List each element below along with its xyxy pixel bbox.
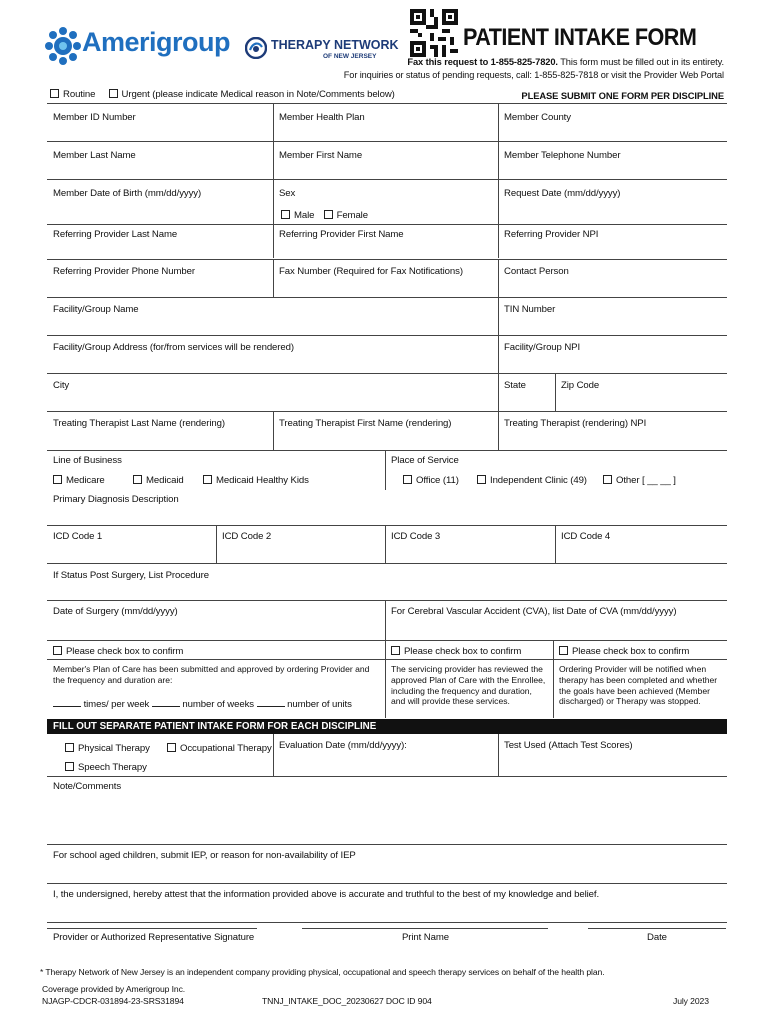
member-last-name-field[interactable]: Member Last Name bbox=[53, 150, 136, 161]
urgent-option[interactable]: Urgent (please indicate Medical reason in Note/Comments below) bbox=[109, 89, 395, 100]
cva-date-field[interactable]: For Cerebral Vascular Accident (CVA), list Date of CVA (mm/dd/yyyy) bbox=[391, 606, 677, 617]
signature-field[interactable]: Provider or Authorized Representative Signature bbox=[53, 932, 255, 943]
icd-code-2-field[interactable]: ICD Code 2 bbox=[222, 531, 272, 542]
surgery-procedure-field[interactable]: If Status Post Surgery, List Procedure bbox=[53, 570, 209, 581]
member-phone-field[interactable]: Member Telephone Number bbox=[504, 150, 621, 161]
medicaid-option[interactable]: Medicaid bbox=[133, 475, 184, 486]
medicaid-checkbox[interactable] bbox=[133, 475, 142, 484]
therapist-last-name-field[interactable]: Treating Therapist Last Name (rendering) bbox=[53, 418, 225, 429]
member-health-plan-field[interactable]: Member Health Plan bbox=[279, 112, 365, 123]
other-option[interactable]: Other [ __ __ ] bbox=[603, 475, 676, 486]
units-blank[interactable] bbox=[257, 698, 285, 707]
male-option[interactable]: Male bbox=[281, 210, 314, 221]
notification-text: Ordering Provider will be notified when therapy has been completed and whether the goals have been achieved (Member discharged) or Therapy was stopped. bbox=[559, 664, 718, 707]
medicare-option[interactable]: Medicare bbox=[53, 475, 105, 486]
times-per-week-blank[interactable] bbox=[53, 698, 81, 707]
confirm-notify-option[interactable]: Please check box to confirm bbox=[559, 646, 689, 657]
doc-id: TNNJ_INTAKE_DOC_20230627 DOC ID 904 bbox=[262, 996, 432, 1006]
confirm-notify-checkbox[interactable] bbox=[559, 646, 568, 655]
page-title: PATIENT INTAKE FORM bbox=[463, 24, 697, 51]
office-option[interactable]: Office (11) bbox=[403, 475, 459, 486]
submit-note: PLEASE SUBMIT ONE FORM PER DISCIPLINE bbox=[521, 90, 724, 101]
physical-therapy-option[interactable]: Physical Therapy bbox=[65, 743, 150, 754]
signature-date-field[interactable]: Date bbox=[647, 932, 667, 943]
line-of-business-label: Line of Business bbox=[53, 455, 122, 466]
frequency-line: times/ per week number of weeks number of units bbox=[53, 698, 352, 710]
facility-name-field[interactable]: Facility/Group Name bbox=[53, 304, 139, 315]
confirm-plan-option[interactable]: Please check box to confirm bbox=[53, 646, 183, 657]
coverage-text: Coverage provided by Amerigroup Inc. bbox=[42, 984, 186, 994]
male-checkbox[interactable] bbox=[281, 210, 290, 219]
contact-person-field[interactable]: Contact Person bbox=[504, 266, 569, 277]
icd-code-3-field[interactable]: ICD Code 3 bbox=[391, 531, 441, 542]
provider-review-text: The servicing provider has reviewed the approved Plan of Care with the Enrollee, including the frequency and duration, and will provide these services. bbox=[391, 664, 546, 707]
other-checkbox[interactable] bbox=[603, 475, 612, 484]
tnnj-name: THERAPY NETWORK bbox=[271, 38, 399, 52]
office-checkbox[interactable] bbox=[403, 475, 412, 484]
sex-options bbox=[281, 210, 368, 221]
icd-code-1-field[interactable]: ICD Code 1 bbox=[53, 531, 103, 542]
routine-option[interactable]: Routine bbox=[50, 89, 95, 100]
occupational-therapy-option[interactable]: Occupational Therapy bbox=[167, 743, 272, 754]
print-name-field[interactable]: Print Name bbox=[402, 932, 449, 943]
confirm-review-option[interactable]: Please check box to confirm bbox=[391, 646, 521, 657]
request-date-field[interactable]: Request Date (mm/dd/yyyy) bbox=[504, 188, 621, 199]
member-county-field[interactable]: Member County bbox=[504, 112, 571, 123]
therapist-first-name-field[interactable]: Treating Therapist First Name (rendering) bbox=[279, 418, 452, 429]
place-of-service-label: Place of Service bbox=[391, 455, 459, 466]
physical-therapy-checkbox[interactable] bbox=[65, 743, 74, 752]
form-code: NJAGP-CDCR-031894-23-SRS31894 bbox=[42, 996, 184, 1006]
primary-diagnosis-field[interactable]: Primary Diagnosis Description bbox=[53, 494, 179, 505]
independent-clinic-option[interactable]: Independent Clinic (49) bbox=[477, 475, 587, 486]
facility-address-field[interactable]: Facility/Group Address (for/from services will be rendered) bbox=[53, 342, 294, 353]
disclaimer-text: * Therapy Network of New Jersey is an independent company providing physical, occupational and speech therapy services on behalf of the health plan. bbox=[40, 967, 605, 977]
form-date: July 2023 bbox=[673, 996, 709, 1006]
speech-therapy-option[interactable]: Speech Therapy bbox=[65, 762, 147, 773]
referring-last-name-field[interactable]: Referring Provider Last Name bbox=[53, 229, 178, 240]
city-field[interactable]: City bbox=[53, 380, 70, 391]
medicare-checkbox[interactable] bbox=[53, 475, 62, 484]
sex-label: Sex bbox=[279, 188, 296, 199]
referring-phone-field[interactable]: Referring Provider Phone Number bbox=[53, 266, 195, 277]
surgery-date-field[interactable]: Date of Surgery (mm/dd/yyyy) bbox=[53, 606, 178, 617]
speech-therapy-checkbox[interactable] bbox=[65, 762, 74, 771]
member-id-field[interactable]: Member ID Number bbox=[53, 112, 136, 123]
icd-code-4-field[interactable]: ICD Code 4 bbox=[561, 531, 611, 542]
evaluation-date-field[interactable]: Evaluation Date (mm/dd/yyyy): bbox=[279, 740, 407, 751]
attestation-statement: I, the undersigned, hereby attest that the information provided above is accurate and truthful to the best of my knowledge and belief. bbox=[53, 889, 600, 900]
zip-field[interactable]: Zip Code bbox=[561, 380, 600, 391]
facility-npi-field[interactable]: Facility/Group NPI bbox=[504, 342, 581, 353]
member-dob-field[interactable]: Member Date of Birth (mm/dd/yyyy) bbox=[53, 188, 202, 199]
plan-of-care-text: Member's Plan of Care has been submitted and approved by ordering Provider and the frequency and duration are: bbox=[53, 664, 370, 685]
fax-number-field[interactable]: Fax Number (Required for Fax Notifications) bbox=[279, 266, 463, 277]
medicaid-healthy-kids-checkbox[interactable] bbox=[203, 475, 212, 484]
female-option[interactable]: Female bbox=[324, 210, 368, 221]
tnnj-logo bbox=[245, 36, 399, 64]
independent-clinic-checkbox[interactable] bbox=[477, 475, 486, 484]
occupational-therapy-checkbox[interactable] bbox=[167, 743, 176, 752]
amerigroup-burst-icon bbox=[42, 26, 84, 66]
urgent-checkbox[interactable] bbox=[109, 89, 118, 98]
amerigroup-logo bbox=[42, 26, 242, 66]
tin-field[interactable]: TIN Number bbox=[504, 304, 556, 315]
referring-first-name-field[interactable]: Referring Provider First Name bbox=[279, 229, 404, 240]
amerigroup-wordmark: Amerigroup bbox=[82, 27, 231, 57]
tnnj-swirl-icon bbox=[245, 37, 267, 59]
fax-instruction: Fax this request to 1-855-825-7820. This form must be filled out in its entirety. bbox=[407, 57, 724, 67]
comments-field[interactable]: Note/Comments bbox=[53, 781, 122, 792]
weeks-blank[interactable] bbox=[152, 698, 180, 707]
priority-options bbox=[50, 89, 395, 100]
referring-npi-field[interactable]: Referring Provider NPI bbox=[504, 229, 599, 240]
female-checkbox[interactable] bbox=[324, 210, 333, 219]
confirm-plan-checkbox[interactable] bbox=[53, 646, 62, 655]
routine-checkbox[interactable] bbox=[50, 89, 59, 98]
therapist-npi-field[interactable]: Treating Therapist (rendering) NPI bbox=[504, 418, 647, 429]
member-first-name-field[interactable]: Member First Name bbox=[279, 150, 363, 161]
iep-field[interactable]: For school aged children, submit IEP, or reason for non-availability of IEP bbox=[53, 850, 356, 861]
discipline-banner: FILL OUT SEPARATE PATIENT INTAKE FORM FOR EACH DISCIPLINE bbox=[47, 719, 727, 734]
state-field[interactable]: State bbox=[504, 380, 526, 391]
confirm-review-checkbox[interactable] bbox=[391, 646, 400, 655]
qr-code-icon bbox=[410, 9, 458, 57]
test-used-field[interactable]: Test Used (Attach Test Scores) bbox=[504, 740, 633, 751]
inquiries-line: For inquiries or status of pending requests, call: 1-855-825-7818 or visit the Provider Web Portal bbox=[343, 70, 724, 80]
tnnj-state: OF NEW JERSEY bbox=[323, 53, 377, 60]
medicaid-healthy-kids-option[interactable]: Medicaid Healthy Kids bbox=[203, 475, 309, 486]
